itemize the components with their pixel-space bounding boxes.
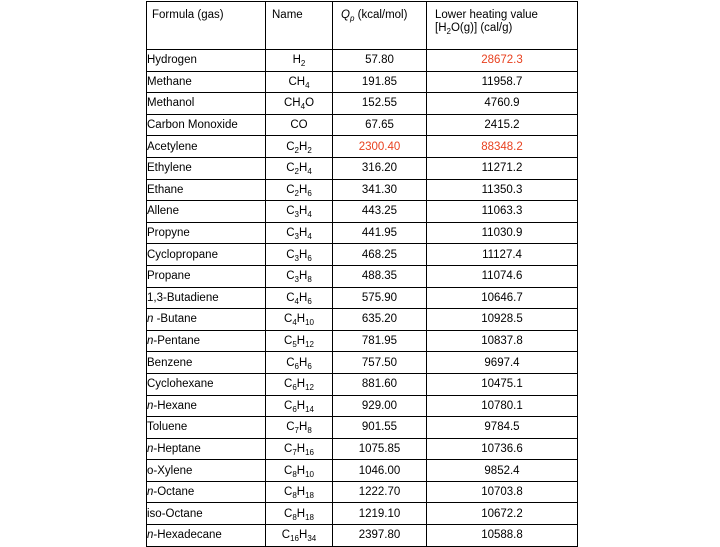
compound-name-text: -Hexadecane	[153, 529, 222, 542]
qp-value: 191.85	[333, 71, 427, 93]
table-row	[147, 136, 578, 158]
qp-value: 901.55	[333, 417, 427, 439]
compound-name	[147, 136, 266, 158]
formula-element: H	[299, 291, 308, 304]
formula-element: C	[286, 248, 295, 261]
formula-subscript: 4	[300, 102, 306, 112]
formula-element: C	[286, 227, 295, 240]
compound-name	[147, 287, 266, 309]
chemical-formula	[266, 50, 333, 72]
header-qp	[333, 2, 427, 50]
formula-element: CH	[283, 97, 301, 110]
formula-subscript: 7	[294, 426, 299, 436]
compound-name-text: Acetylene	[147, 140, 198, 153]
lhv-value: 10837.8	[427, 330, 578, 352]
compound-name-text: Benzene	[147, 356, 193, 369]
table-row	[147, 157, 578, 179]
lhv-value: 10672.2	[427, 503, 578, 525]
compound-name-text: o-Xylene	[147, 464, 193, 477]
qp-value: 1075.85	[333, 438, 427, 460]
formula-element: H	[296, 399, 306, 412]
lhv-line2-sub: 2	[446, 27, 451, 36]
compound-name-text: Cyclopropane	[147, 248, 218, 261]
chemical-formula	[266, 460, 333, 482]
formula-element: C	[284, 464, 293, 477]
lhv-value: 11063.3	[427, 201, 578, 223]
table-row	[147, 309, 578, 331]
formula-subscript: 6	[307, 188, 312, 198]
formula-element: C	[284, 486, 293, 499]
chemical-formula	[266, 438, 333, 460]
compound-name	[147, 460, 266, 482]
lhv-value: 9852.4	[427, 460, 578, 482]
qp-value: 316.20	[333, 157, 427, 179]
compound-name	[147, 417, 266, 439]
chemical-formula	[266, 114, 333, 136]
qp-value: 443.25	[333, 201, 427, 223]
formula-element: H	[296, 378, 306, 391]
formula-subscript: 2	[294, 188, 299, 198]
formula-subscript: 12	[305, 340, 314, 350]
formula-element: C	[286, 205, 295, 218]
formula-subscript: 4	[305, 80, 310, 90]
compound-name	[147, 503, 266, 525]
formula-element: H	[299, 270, 308, 283]
header-formula: Formula (gas)	[147, 2, 266, 50]
lhv-line2-a: [H	[435, 22, 447, 34]
table-row	[147, 201, 578, 223]
qp-value: 881.60	[333, 373, 427, 395]
table-row	[147, 417, 578, 439]
isomer-prefix: n	[147, 486, 154, 499]
formula-element: C	[284, 313, 293, 326]
compound-name-text: -Hexane	[153, 399, 197, 412]
formula-subscript: 10	[305, 318, 314, 328]
qp-value: 1222.70	[333, 481, 427, 503]
formula-element: C	[286, 421, 295, 434]
formula-subscript: 18	[305, 491, 314, 501]
table-row	[147, 352, 578, 374]
formula-element: H	[299, 205, 308, 218]
lhv-value: 11271.2	[427, 157, 578, 179]
lhv-value: 10780.1	[427, 395, 578, 417]
chemical-formula	[266, 93, 333, 115]
chemical-formula	[266, 373, 333, 395]
chemical-formula	[266, 157, 333, 179]
formula-subscript: 6	[292, 383, 297, 393]
chemical-formula	[266, 136, 333, 158]
compound-name	[147, 309, 266, 331]
qp-symbol: Q	[341, 9, 350, 21]
formula-subscript: 4	[292, 318, 297, 328]
lhv-line1: Lower heating value	[435, 9, 538, 21]
formula-element: H	[299, 227, 308, 240]
table-row	[147, 179, 578, 201]
table-row	[147, 265, 578, 287]
formula-subscript: 8	[307, 275, 312, 285]
chemical-formula	[266, 352, 333, 374]
compound-name-text: Ethylene	[147, 162, 192, 175]
qp-value: 468.25	[333, 244, 427, 266]
formula-subscript: 6	[292, 404, 297, 414]
table-row	[147, 71, 578, 93]
lhv-value: 10588.8	[427, 525, 578, 547]
compound-name-text: -Octane	[153, 486, 195, 499]
compound-name	[147, 114, 266, 136]
compound-name-text: -Heptane	[153, 442, 201, 455]
header-row	[147, 2, 578, 50]
header-lhv	[427, 2, 578, 50]
qp-value: 488.35	[333, 265, 427, 287]
table-row	[147, 244, 578, 266]
lhv-value: 9697.4	[427, 352, 578, 374]
formula-element: H	[296, 507, 306, 520]
qp-value: 67.65	[333, 114, 427, 136]
compound-name	[147, 373, 266, 395]
formula-subscript: 6	[294, 361, 299, 371]
compound-name	[147, 481, 266, 503]
chemical-formula	[266, 309, 333, 331]
formula-element: H	[299, 248, 308, 261]
lhv-value: 4760.9	[427, 93, 578, 115]
chemical-formula	[266, 265, 333, 287]
chemical-formula	[266, 503, 333, 525]
formula-element: O	[305, 97, 315, 110]
formula-element: C	[281, 529, 291, 542]
qp-subscript: p	[349, 14, 355, 23]
compound-name	[147, 438, 266, 460]
table-row	[147, 395, 578, 417]
qp-value: 781.95	[333, 330, 427, 352]
qp-value: 1219.10	[333, 503, 427, 525]
lhv-value: 9784.5	[427, 417, 578, 439]
formula-element: C	[286, 162, 295, 175]
lhv-value: 11127.4	[427, 244, 578, 266]
compound-name-text: -Butane	[153, 313, 197, 326]
formula-element: C	[284, 399, 293, 412]
formula-subscript: 2	[300, 59, 306, 69]
chemical-formula	[266, 417, 333, 439]
formula-element: C	[286, 140, 295, 153]
compound-name	[147, 157, 266, 179]
table-row	[147, 503, 578, 525]
formula-subscript: 5	[292, 340, 297, 350]
lhv-value: 11074.6	[427, 265, 578, 287]
isomer-prefix: n	[147, 335, 154, 348]
compound-name	[147, 50, 266, 72]
chemical-formula	[266, 244, 333, 266]
table-row	[147, 438, 578, 460]
lhv-value: 11958.7	[427, 71, 578, 93]
compound-name-text: Allene	[147, 205, 179, 218]
formula-subscript: 12	[305, 383, 314, 393]
compound-name	[147, 265, 266, 287]
formula-subscript: 2	[294, 145, 299, 155]
compound-name	[147, 525, 266, 547]
isomer-prefix: n	[147, 529, 154, 542]
table-row	[147, 287, 578, 309]
formula-subscript: 6	[307, 361, 312, 371]
formula-element: H	[299, 183, 308, 196]
compound-name	[147, 244, 266, 266]
formula-element: H	[296, 442, 306, 455]
lhv-value: 2415.2	[427, 114, 578, 136]
lhv-value: 10736.6	[427, 438, 578, 460]
formula-element: C	[284, 378, 293, 391]
formula-element: H	[296, 464, 306, 477]
formula-element: C	[284, 442, 293, 455]
formula-element: H	[299, 140, 308, 153]
header-name: Name	[266, 2, 333, 50]
table-row	[147, 460, 578, 482]
formula-subscript: 3	[294, 210, 299, 220]
compound-name	[147, 222, 266, 244]
lhv-value: 11030.9	[427, 222, 578, 244]
table-body	[147, 50, 578, 547]
lhv-value: 28672.3	[427, 50, 578, 72]
fuel-heating-value-table	[146, 1, 578, 547]
compound-name-text: Hydrogen	[147, 54, 197, 67]
formula-element: C	[286, 356, 295, 369]
formula-element: H	[299, 162, 308, 175]
chemical-formula	[266, 525, 333, 547]
lhv-value: 10928.5	[427, 309, 578, 331]
qp-value: 152.55	[333, 93, 427, 115]
table-row	[147, 50, 578, 72]
formula-element: C	[286, 183, 295, 196]
chemical-formula	[266, 179, 333, 201]
formula-subscript: 16	[305, 447, 314, 457]
qp-value: 441.95	[333, 222, 427, 244]
compound-name-text: Ethane	[147, 183, 184, 196]
qp-value: 929.00	[333, 395, 427, 417]
formula-subscript: 8	[292, 469, 297, 479]
qp-value: 1046.00	[333, 460, 427, 482]
formula-element: C	[284, 507, 293, 520]
formula-subscript: 2	[294, 167, 299, 177]
chemical-formula	[266, 330, 333, 352]
formula-subscript: 6	[307, 253, 312, 263]
qp-value: 635.20	[333, 309, 427, 331]
qp-unit: (kcal/mol)	[357, 9, 408, 21]
qp-value: 341.30	[333, 179, 427, 201]
formula-subscript: 8	[292, 512, 297, 522]
qp-value: 575.90	[333, 287, 427, 309]
formula-subscript: 2	[307, 145, 312, 155]
compound-name-text: 1,3-Butadiene	[147, 291, 219, 304]
formula-subscript: 4	[307, 210, 312, 220]
table-row	[147, 525, 578, 547]
formula-element: CO	[290, 119, 308, 132]
chemical-formula	[266, 395, 333, 417]
formula-subscript: 3	[294, 232, 299, 242]
lhv-line2-b: O(g)] (cal/g)	[450, 22, 513, 34]
compound-name	[147, 352, 266, 374]
lhv-value: 10703.8	[427, 481, 578, 503]
formula-element: H	[299, 356, 308, 369]
qp-value: 57.80	[333, 50, 427, 72]
formula-subscript: 14	[305, 404, 314, 414]
compound-name	[147, 93, 266, 115]
compound-name-text: Carbon Monoxide	[147, 119, 238, 132]
chemical-formula	[266, 222, 333, 244]
compound-name-text: Propane	[147, 270, 191, 283]
lhv-value: 88348.2	[427, 136, 578, 158]
formula-subscript: 16	[290, 534, 299, 544]
isomer-prefix: n	[147, 442, 154, 455]
compound-name	[147, 395, 266, 417]
formula-element: C	[286, 291, 295, 304]
table-row	[147, 222, 578, 244]
chemical-formula	[266, 71, 333, 93]
compound-name	[147, 71, 266, 93]
chemical-formula	[266, 201, 333, 223]
compound-name	[147, 330, 266, 352]
formula-subscript: 4	[307, 232, 312, 242]
lhv-value: 10646.7	[427, 287, 578, 309]
formula-subscript: 6	[307, 296, 312, 306]
formula-subscript: 7	[292, 447, 297, 457]
table-row	[147, 93, 578, 115]
lhv-value: 10475.1	[427, 373, 578, 395]
formula-subscript: 34	[307, 534, 317, 544]
lhv-value: 11350.3	[427, 179, 578, 201]
compound-name-text: Methane	[147, 75, 192, 88]
formula-subscript: 18	[305, 512, 314, 522]
qp-value: 2397.80	[333, 525, 427, 547]
compound-name-text: Cyclohexane	[147, 378, 214, 391]
formula-element: CH	[288, 75, 306, 88]
compound-name-text: Toluene	[147, 421, 188, 434]
formula-subscript: 3	[294, 253, 299, 263]
table-row	[147, 373, 578, 395]
compound-name-text: Methanol	[147, 97, 195, 110]
compound-name-text: -Pentane	[153, 335, 201, 348]
formula-subscript: 8	[292, 491, 297, 501]
compound-name	[147, 179, 266, 201]
chemical-formula	[266, 287, 333, 309]
table-row	[147, 330, 578, 352]
formula-subscript: 3	[294, 275, 299, 285]
formula-element: H	[296, 313, 306, 326]
compound-name	[147, 201, 266, 223]
compound-name-text: Propyne	[147, 227, 190, 240]
formula-element: H	[292, 54, 301, 67]
chemical-formula	[266, 481, 333, 503]
formula-subscript: 8	[307, 426, 312, 436]
formula-element: H	[299, 529, 308, 542]
formula-subscript: 10	[305, 469, 314, 479]
formula-element: H	[296, 486, 306, 499]
formula-element: H	[296, 335, 306, 348]
qp-value: 757.50	[333, 352, 427, 374]
formula-element: H	[299, 421, 308, 434]
table-row	[147, 114, 578, 136]
formula-element: C	[286, 270, 295, 283]
compound-name-text: iso-Octane	[147, 507, 203, 520]
formula-element: C	[284, 335, 293, 348]
table-row	[147, 481, 578, 503]
qp-value: 2300.40	[333, 136, 427, 158]
formula-subscript: 4	[294, 296, 299, 306]
formula-subscript: 4	[307, 167, 312, 177]
isomer-prefix: n	[147, 313, 154, 326]
isomer-prefix: n	[147, 399, 154, 412]
